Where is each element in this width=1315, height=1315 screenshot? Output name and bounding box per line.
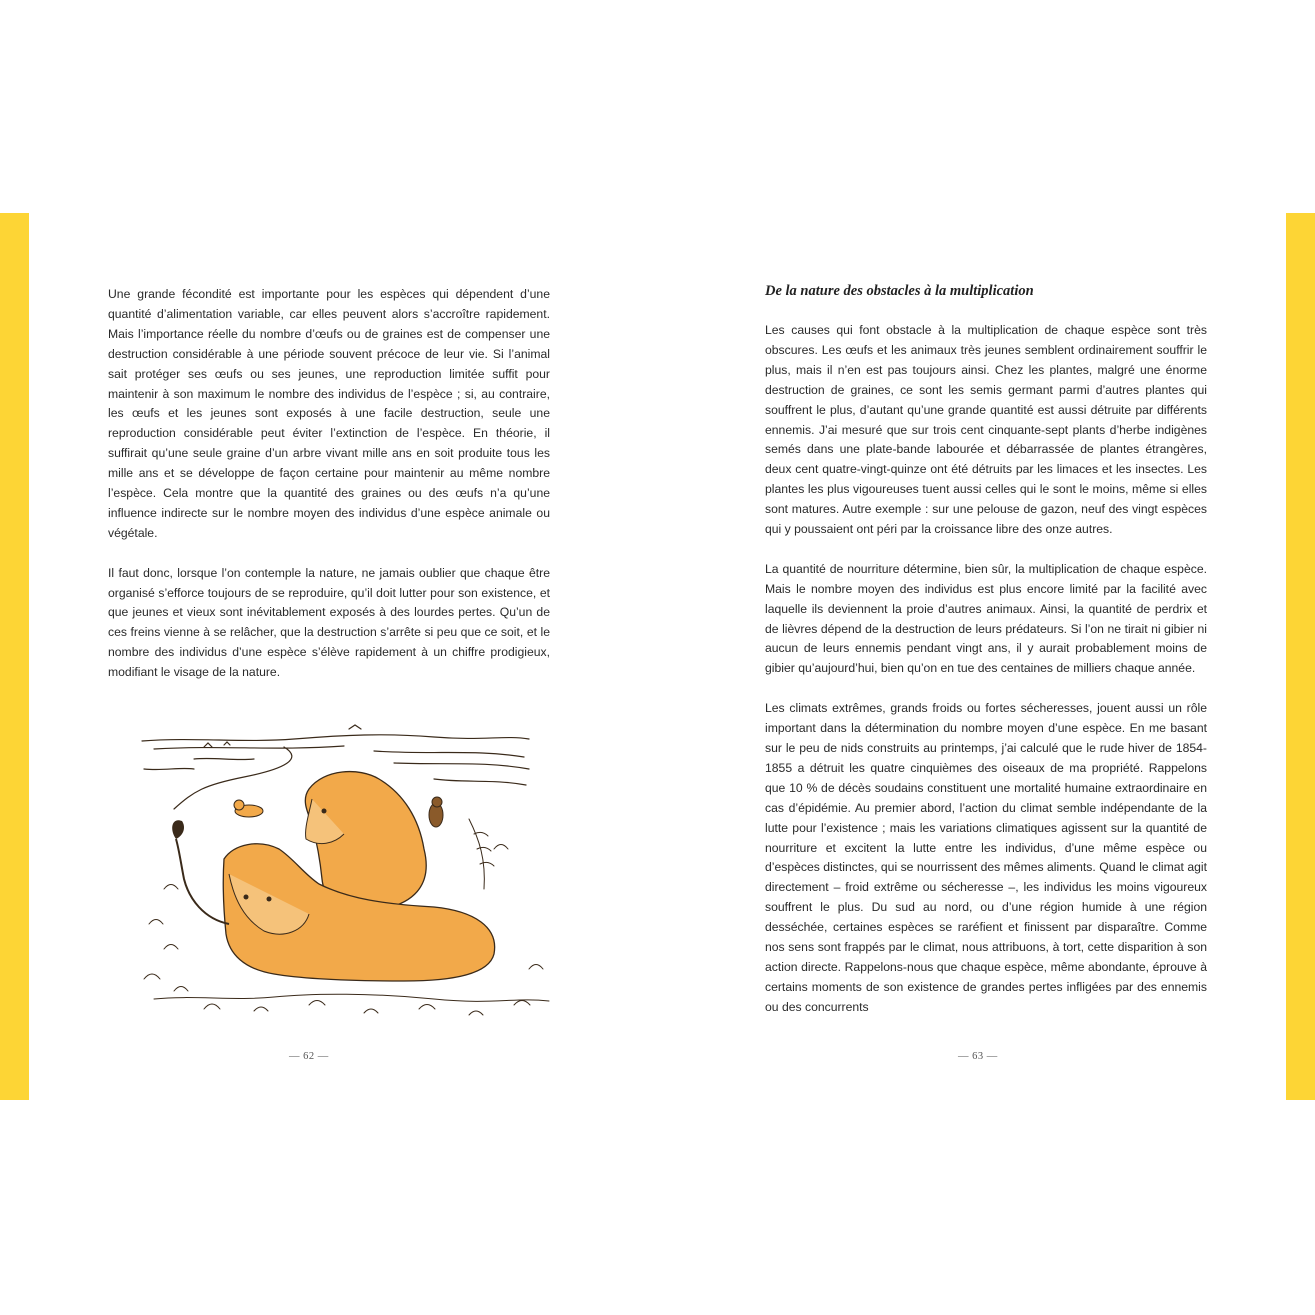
paragraph: Une grande fécondité est importante pour les espèces qui dépendent d’une quantité d’alimentation variable, car elles peuvent alors s’accroître rapidement. Mais l’importance réelle du nombre d’œufs ou de graines est de compenser une destruction considérable à une période souvent précoce de leur vie. Si l’animal sait protéger ses œufs ou ses jeunes, une reproduction limitée suffit pour maintenir à son maximum le nombre des individus de l’espèce ; si, au contraire, les œufs et les jeunes sont exposés à une facile destruction, seule une reproduction considérable peut éviter l’extinction de l’espèce. En théorie, il suffirait qu’une seule graine d’un arbre vivant mille ans en soit produite tous les mille ans et se développe de façon certaine pour maintenir au même nombre l’espèce. Cela montre que la quantité des graines ou des œufs n’a qu’une influence indirecte sur le nombre moyen des individus d’une espèce animale ou végétale. (108, 287, 550, 540)
left-page (29, 213, 657, 1100)
paragraph: La quantité de nourriture détermine, bien sûr, la multiplication de chaque espèce. Mais le nombre moyen des individus est plus encore limité par la facilité avec laquelle ils deviennent la proie d’autres animaux. Ainsi, la quantité de perdrix et de lièvres dépend de la destruction de leurs prédateurs. Si l’on ne tirait ni gibier ni aucun de leurs ennemis pendant vingt ans, il y aurait probablement moins de gibier qu’aujourd’hui, bien qu’on en tue des centaines de milliers chaque année. (765, 561, 1207, 676)
left-yellow-edge (0, 213, 29, 1100)
page-number: — 63 — (958, 1051, 998, 1062)
paragraph: Les climats extrêmes, grands froids ou fortes sécheresses, jouent aussi un rôle important dans la détermination du nombre moyen d’une espèce. En me basant sur le peu de nids construits au printemps, j’ai calculé que le rude hiver de 1854-1855 a détruit les quatre cinquièmes des oiseaux de ma propriété. Rappelons que 10 % de décès soudains constituent une mortalité humaine extraordinaire en cas d’épidémie. Au premier abord, l’action du climat semble indépendante de la lutte pour l’existence ; mais les variations climatiques agissent sur la quantité de nourriture et excitent la lutte entre les individus, d’une même espèce ou d’espèces distinctes, qui se nourrissent des mêmes aliments. Quand le climat agit directement – froid extrême ou sécheresse –, les individus les moins vigoureux souffrent le plus. Du sud au nord, ou d’une région humide à une région desséchée, certaines espèces se raréfient et finissent par disparaître. Comme nos sens sont frappés par le climat, nous attribuons, à tort, cette disparition à son action directe. Rappelons-nous que chaque espèce, même abondante, éprouve à certains moments de son existence de grandes pertes infligées par des ennemis ou des concurrents (765, 701, 1207, 1014)
book-spread (0, 213, 1315, 1100)
lioness-illustration (134, 699, 564, 1029)
page-number: — 62 — (289, 1051, 329, 1062)
paragraph: Les causes qui font obstacle à la multiplication de chaque espèce sont très obscures. Les œufs et les animaux très jeunes semblent ordinairement souffrir le plus, mais il n’en est pas toujours ainsi. Chez les plantes, malgré une énorme destruction de graines, ce sont les semis germant parmi d’autres plantes qui souffrent le plus, d’autant qu’une grande quantité est aussi détruite par différents ennemis. J’ai mesuré que sur trois cent cinquante-sept plants d’herbe indigènes semés dans une plate-bande labourée et débarrassée de plantes étrangères, deux cent quatre-vingt-quinze ont été détruits par les limaces et les insectes. Les plantes les plus vigoureuses tuent aussi celles qui le sont le moins, même si elles sont matures. Autre exemple : sur une pelouse de gazon, neuf des vingt espèces qui y poussaient ont péri par la croissance libre des onze autres. (765, 323, 1207, 537)
right-page (657, 213, 1286, 1100)
right-text-column (765, 321, 1207, 1038)
section-heading: De la nature des obstacles à la multiplication (765, 283, 1034, 299)
paragraph: Il faut donc, lorsque l’on contemple la nature, ne jamais oublier que chaque être organisé s’efforce toujours de se reproduire, qu’il doit lutter pour son existence, et que jeunes et vieux sont inévitablement exposés à des lourdes pertes. Qu’un de ces freins vienne à se relâcher, que la destruction s’arrête si peu que ce soit, et le nombre des individus d’une espèce s’élève rapidement à un chiffre prodigieux, modifiant le visage de la nature. (108, 565, 550, 680)
right-yellow-edge (1286, 213, 1315, 1100)
left-text-column (108, 285, 550, 703)
